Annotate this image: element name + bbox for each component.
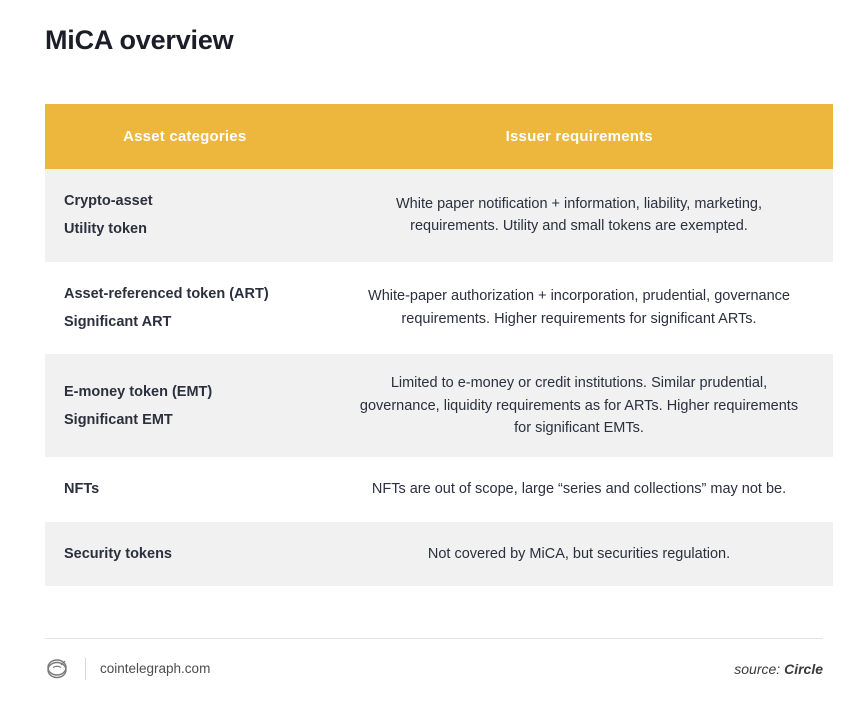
- cointelegraph-logo-icon: [45, 656, 71, 682]
- category-label: Asset-referenced token (ART): [64, 285, 269, 302]
- column-header-issuer-requirements: Issuer requirements: [325, 104, 833, 169]
- source-label: source:: [734, 660, 781, 677]
- cell-asset-categories: [45, 354, 325, 457]
- footer-divider: [85, 658, 86, 680]
- table-header-row: [45, 104, 833, 169]
- category-label: NFTs: [64, 481, 100, 498]
- table-row: [45, 457, 833, 521]
- category-label: Utility token: [64, 221, 147, 238]
- category-label: Crypto-asset: [64, 193, 153, 209]
- table-body: [45, 169, 833, 586]
- cell-issuer-requirements: Limited to e-money or credit institutions. Similar prudential, governance, liquidity requirements as for ARTs. Higher requirements for significant EMTs.: [325, 354, 833, 457]
- brand-name[interactable]: cointelegraph.com: [100, 661, 211, 676]
- column-header-asset-categories: Asset categories: [45, 104, 325, 169]
- brand-block: [45, 656, 210, 682]
- category-label: Significant ART: [64, 313, 172, 330]
- cell-issuer-requirements: White paper notification + information, liability, marketing, requirements. Utility and small tokens are exempted.: [325, 169, 833, 262]
- category-label: Significant EMT: [64, 411, 173, 428]
- cell-asset-categories: [45, 522, 325, 586]
- table-row: [45, 262, 833, 355]
- cell-issuer-requirements: Not covered by MiCA, but securities regulation.: [325, 522, 833, 586]
- cell-issuer-requirements: White-paper authorization + incorporation, prudential, governance requirements. Higher requirements for significant ARTs.: [325, 262, 833, 355]
- cell-asset-categories: [45, 169, 325, 262]
- cell-asset-categories: [45, 262, 325, 355]
- mica-overview-table: [45, 104, 833, 586]
- page-title: MiCA overview: [45, 25, 234, 55]
- category-label: Security tokens: [64, 545, 172, 562]
- source-name: Circle: [784, 660, 823, 677]
- table-header: [45, 104, 833, 169]
- table-row: [45, 522, 833, 586]
- cell-issuer-requirements: NFTs are out of scope, large “series and collections” may not be.: [325, 457, 833, 521]
- table-row: [45, 354, 833, 457]
- cell-asset-categories: [45, 457, 325, 521]
- category-label: E-money token (EMT): [64, 383, 213, 400]
- source-credit: [734, 661, 823, 677]
- table-row: [45, 169, 833, 262]
- footer: [45, 638, 823, 684]
